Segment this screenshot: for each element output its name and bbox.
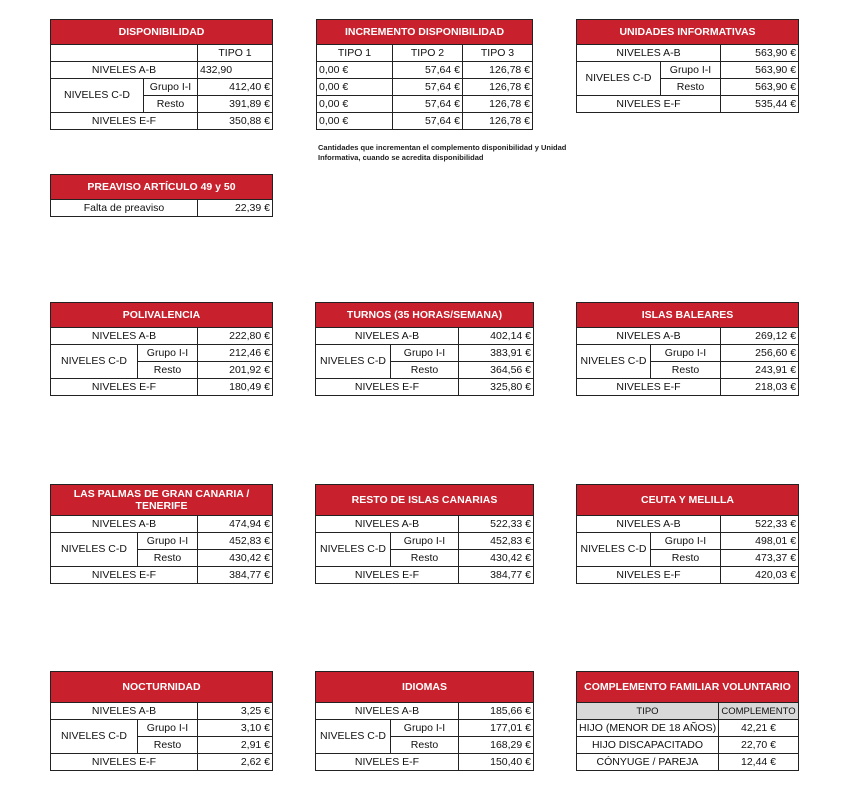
value-cell: 452,83 €	[198, 533, 273, 550]
canarias-table	[315, 484, 534, 584]
value-cell: 430,42 €	[459, 550, 534, 567]
value-cell: 0,00 €	[317, 96, 393, 113]
value-cell: 22,70 €	[719, 737, 799, 754]
table-row	[317, 79, 533, 96]
incremento-table	[316, 19, 533, 130]
row-sublabel: Grupo I-I	[661, 62, 721, 79]
row-label: NIVELES C-D	[577, 345, 651, 379]
value-cell: 3,25 €	[198, 703, 273, 720]
value-cell: 57,64 €	[393, 96, 463, 113]
value-cell: 535,44 €	[721, 96, 799, 113]
value-cell: 391,89 €	[198, 96, 273, 113]
row-sublabel: Resto	[391, 362, 459, 379]
column-header: TIPO 3	[463, 45, 533, 62]
row-label: NIVELES E-F	[577, 96, 721, 113]
row-sublabel: Resto	[391, 550, 459, 567]
row-label: NIVELES A-B	[51, 516, 198, 533]
table-row	[577, 720, 799, 737]
row-label: NIVELES A-B	[577, 45, 721, 62]
table-row	[317, 96, 533, 113]
table-title: LAS PALMAS DE GRAN CANARIA / TENERIFE	[51, 485, 273, 516]
value-cell: 57,64 €	[393, 79, 463, 96]
value-cell: 57,64 €	[393, 113, 463, 130]
row-label: NIVELES C-D	[316, 720, 391, 754]
table-row	[577, 754, 799, 771]
disponibilidad-table	[50, 19, 273, 130]
row-label: NIVELES E-F	[51, 379, 198, 396]
idiomas-table	[315, 671, 534, 771]
value-cell: 0,00 €	[317, 79, 393, 96]
row-sublabel: Resto	[138, 362, 198, 379]
value-cell: 0,00 €	[317, 62, 393, 79]
row-label: NIVELES A-B	[51, 328, 198, 345]
row-label: NIVELES C-D	[316, 533, 391, 567]
value-cell: 430,42 €	[198, 550, 273, 567]
value-cell: 2,91 €	[198, 737, 273, 754]
row-label: NIVELES E-F	[51, 754, 198, 771]
value-cell: 243,91 €	[721, 362, 799, 379]
row-label: NIVELES E-F	[316, 754, 459, 771]
familiar-table	[576, 671, 799, 771]
row-sublabel: Resto	[138, 737, 198, 754]
row-label: NIVELES A-B	[51, 62, 198, 79]
value-cell: 185,66 €	[459, 703, 534, 720]
table-title: POLIVALENCIA	[51, 303, 273, 328]
value-cell: 168,29 €	[459, 737, 534, 754]
value-cell: 150,40 €	[459, 754, 534, 771]
column-header: TIPO 1	[317, 45, 393, 62]
value-cell: 563,90 €	[721, 45, 799, 62]
value-cell: 177,01 €	[459, 720, 534, 737]
value-cell: 384,77 €	[198, 567, 273, 584]
table-title: RESTO DE ISLAS CANARIAS	[316, 485, 534, 516]
row-label: NIVELES A-B	[577, 516, 721, 533]
value-cell: 126,78 €	[463, 113, 533, 130]
value-cell: 420,03 €	[721, 567, 799, 584]
table-row	[317, 113, 533, 130]
column-header: TIPO 1	[198, 45, 273, 62]
row-sublabel: Grupo I-I	[391, 345, 459, 362]
row-label: CÓNYUGE / PAREJA	[577, 754, 719, 771]
row-label: NIVELES A-B	[577, 328, 721, 345]
row-sublabel: Grupo I-I	[651, 533, 721, 550]
row-sublabel: Resto	[651, 362, 721, 379]
laspalmas-table	[50, 484, 273, 584]
value-cell: 432,90	[198, 62, 273, 79]
value-cell: 412,40 €	[198, 79, 273, 96]
row-sublabel: Resto	[138, 550, 198, 567]
row-sublabel: Resto	[651, 550, 721, 567]
value-cell: 364,56 €	[459, 362, 534, 379]
column-header: TIPO	[577, 703, 719, 720]
baleares-table	[576, 302, 799, 396]
value-cell: 126,78 €	[463, 62, 533, 79]
value-cell: 473,37 €	[721, 550, 799, 567]
value-cell: 325,80 €	[459, 379, 534, 396]
value-cell: 22,39 €	[198, 200, 273, 217]
row-label: NIVELES C-D	[51, 720, 138, 754]
value-cell: 563,90 €	[721, 62, 799, 79]
value-cell: 201,92 €	[198, 362, 273, 379]
value-cell: 452,83 €	[459, 533, 534, 550]
row-sublabel: Grupo I-I	[391, 720, 459, 737]
row-sublabel: Grupo I-I	[651, 345, 721, 362]
value-cell: 212,46 €	[198, 345, 273, 362]
row-label: NIVELES C-D	[577, 62, 661, 96]
row-label: NIVELES E-F	[577, 379, 721, 396]
row-sublabel: Grupo I-I	[138, 345, 198, 362]
value-cell: 126,78 €	[463, 96, 533, 113]
value-cell: 350,88 €	[198, 113, 273, 130]
value-cell: 498,01 €	[721, 533, 799, 550]
row-sublabel: Resto	[144, 96, 198, 113]
value-cell: 256,60 €	[721, 345, 799, 362]
column-header: COMPLEMENTO	[719, 703, 799, 720]
row-label: NIVELES E-F	[316, 379, 459, 396]
table-title: TURNOS (35 HORAS/SEMANA)	[316, 303, 534, 328]
value-cell: 218,03 €	[721, 379, 799, 396]
polivalencia-table	[50, 302, 273, 396]
table-title: COMPLEMENTO FAMILIAR VOLUNTARIO	[577, 672, 799, 703]
row-label: HIJO (MENOR DE 18 AÑOS)	[577, 720, 719, 737]
row-label: NIVELES E-F	[577, 567, 721, 584]
row-sublabel: Grupo I-I	[138, 533, 198, 550]
value-cell: 402,14 €	[459, 328, 534, 345]
row-label: NIVELES C-D	[51, 345, 138, 379]
preaviso-table	[50, 174, 273, 217]
table-title: NOCTURNIDAD	[51, 672, 273, 703]
table-title: DISPONIBILIDAD	[51, 20, 273, 45]
row-label: Falta de preaviso	[51, 200, 198, 217]
value-cell: 522,33 €	[721, 516, 799, 533]
value-cell: 522,33 €	[459, 516, 534, 533]
value-cell: 222,80 €	[198, 328, 273, 345]
row-label: NIVELES A-B	[316, 703, 459, 720]
row-sublabel: Resto	[661, 79, 721, 96]
row-sublabel: Grupo I-I	[144, 79, 198, 96]
value-cell: 269,12 €	[721, 328, 799, 345]
row-sublabel: Resto	[391, 737, 459, 754]
incremento-note: Cantidades que incrementan el complemento disponibilidad y Unidad Informativa, cuando se acredita disponibilidad	[318, 143, 567, 162]
value-cell: 474,94 €	[198, 516, 273, 533]
value-cell: 42,21 €	[719, 720, 799, 737]
table-title: IDIOMAS	[316, 672, 534, 703]
row-label: NIVELES A-B	[51, 703, 198, 720]
nocturnidad-table	[50, 671, 273, 771]
table-title: UNIDADES INFORMATIVAS	[577, 20, 799, 45]
row-label: NIVELES C-D	[577, 533, 651, 567]
value-cell: 384,77 €	[459, 567, 534, 584]
table-title: ISLAS BALEARES	[577, 303, 799, 328]
value-cell: 12,44 €	[719, 754, 799, 771]
row-sublabel: Grupo I-I	[391, 533, 459, 550]
table-row	[577, 737, 799, 754]
value-cell: 180,49 €	[198, 379, 273, 396]
row-label: NIVELES A-B	[316, 516, 459, 533]
row-sublabel: Grupo I-I	[138, 720, 198, 737]
value-cell: 126,78 €	[463, 79, 533, 96]
unidades-table	[576, 19, 799, 113]
value-cell: 3,10 €	[198, 720, 273, 737]
row-label: NIVELES C-D	[316, 345, 391, 379]
row-label: NIVELES E-F	[51, 113, 198, 130]
value-cell: 57,64 €	[393, 62, 463, 79]
row-label: NIVELES A-B	[316, 328, 459, 345]
table-title: PREAVISO ARTÍCULO 49 y 50	[51, 175, 273, 200]
row-label: NIVELES E-F	[51, 567, 198, 584]
table-title: CEUTA Y MELILLA	[577, 485, 799, 516]
ceuta-table	[576, 484, 799, 584]
row-label: NIVELES E-F	[316, 567, 459, 584]
table-row	[317, 62, 533, 79]
row-label: NIVELES C-D	[51, 79, 144, 113]
row-label: NIVELES C-D	[51, 533, 138, 567]
row-label: HIJO DISCAPACITADO	[577, 737, 719, 754]
turnos-table	[315, 302, 534, 396]
column-header: TIPO 2	[393, 45, 463, 62]
value-cell: 0,00 €	[317, 113, 393, 130]
table-title: INCREMENTO DISPONIBILIDAD	[317, 20, 533, 45]
value-cell: 563,90 €	[721, 79, 799, 96]
value-cell: 2,62 €	[198, 754, 273, 771]
value-cell: 383,91 €	[459, 345, 534, 362]
